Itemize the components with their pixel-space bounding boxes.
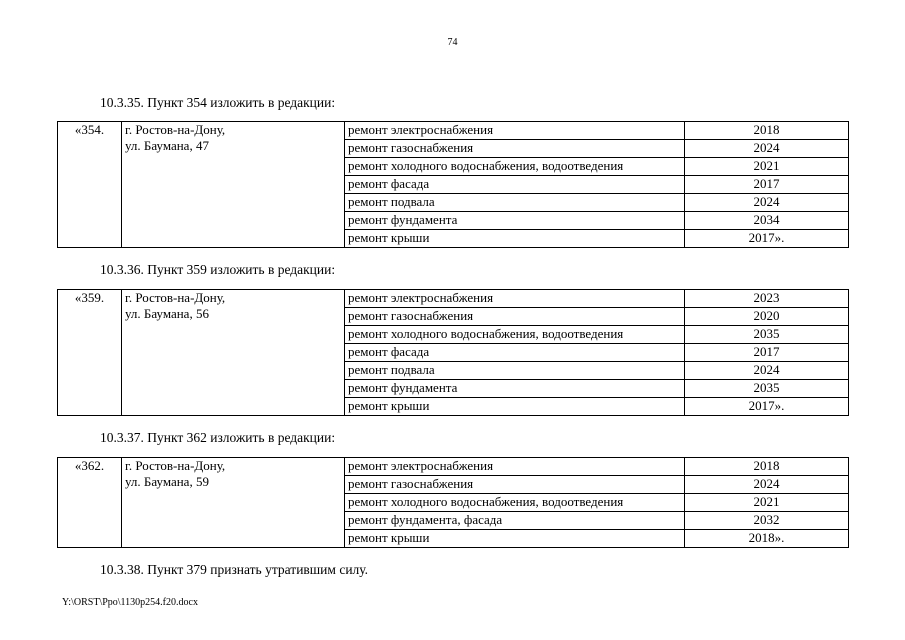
address-city: г. Ростов-на-Дону,: [125, 290, 226, 305]
work-year: 2018: [685, 122, 849, 140]
work-type: ремонт фундамента: [345, 380, 685, 398]
work-type: ремонт холодного водоснабжения, водоотведения: [345, 326, 685, 344]
section-heading: 10.3.36. Пункт 359 изложить в редакции:: [100, 262, 336, 277]
address-cell: [122, 458, 345, 548]
work-type: ремонт фасада: [345, 176, 685, 194]
work-type: ремонт крыши: [345, 398, 685, 416]
address-street: ул. Баумана, 59: [125, 474, 209, 489]
work-year: 2018: [685, 458, 849, 476]
item-number: «359.: [58, 290, 122, 416]
item-number: «354.: [58, 122, 122, 248]
work-year: 2034: [685, 212, 849, 230]
work-type: ремонт электроснабжения: [345, 458, 685, 476]
work-year: 2020: [685, 308, 849, 326]
work-type: ремонт газоснабжения: [345, 308, 685, 326]
work-type: ремонт фундамента: [345, 212, 685, 230]
address-street: ул. Баумана, 47: [125, 138, 209, 153]
work-year: 2032: [685, 512, 849, 530]
register-table: [57, 289, 849, 416]
work-type: ремонт газоснабжения: [345, 476, 685, 494]
work-type: ремонт крыши: [345, 230, 685, 248]
work-year: 2017».: [685, 230, 849, 248]
work-year: 2017».: [685, 398, 849, 416]
work-year: 2017: [685, 176, 849, 194]
table-row: [58, 122, 849, 140]
table-row: [58, 458, 849, 476]
section-heading: 10.3.35. Пункт 354 изложить в редакции:: [100, 95, 336, 110]
work-type: ремонт электроснабжения: [345, 122, 685, 140]
work-year: 2024: [685, 362, 849, 380]
work-type: ремонт холодного водоснабжения, водоотведения: [345, 158, 685, 176]
closing-paragraph: 10.3.38. Пункт 379 признать утратившим силу.: [100, 562, 369, 577]
work-type: ремонт фасада: [345, 344, 685, 362]
address-city: г. Ростов-на-Дону,: [125, 458, 226, 473]
page-number: 74: [447, 37, 458, 48]
work-type: ремонт фундамента, фасада: [345, 512, 685, 530]
register-table: [57, 121, 849, 248]
work-type: ремонт электроснабжения: [345, 290, 685, 308]
work-type: ремонт подвала: [345, 362, 685, 380]
register-table: [57, 457, 849, 548]
work-year: 2024: [685, 140, 849, 158]
section-heading: 10.3.37. Пункт 362 изложить в редакции:: [100, 430, 336, 445]
work-year: 2035: [685, 326, 849, 344]
work-type: ремонт крыши: [345, 530, 685, 548]
address-street: ул. Баумана, 56: [125, 306, 209, 321]
address-cell: [122, 290, 345, 416]
work-type: ремонт газоснабжения: [345, 140, 685, 158]
work-year: 2018».: [685, 530, 849, 548]
work-year: 2024: [685, 476, 849, 494]
table-row: [58, 290, 849, 308]
work-year: 2017: [685, 344, 849, 362]
work-year: 2023: [685, 290, 849, 308]
work-year: 2021: [685, 494, 849, 512]
work-year: 2021: [685, 158, 849, 176]
address-cell: [122, 122, 345, 248]
item-number: «362.: [58, 458, 122, 548]
work-year: 2035: [685, 380, 849, 398]
work-type: ремонт подвала: [345, 194, 685, 212]
footer-file-path: Y:\ORST\Ppo\1130p254.f20.docx: [62, 597, 198, 608]
address-city: г. Ростов-на-Дону,: [125, 122, 226, 137]
work-type: ремонт холодного водоснабжения, водоотведения: [345, 494, 685, 512]
work-year: 2024: [685, 194, 849, 212]
